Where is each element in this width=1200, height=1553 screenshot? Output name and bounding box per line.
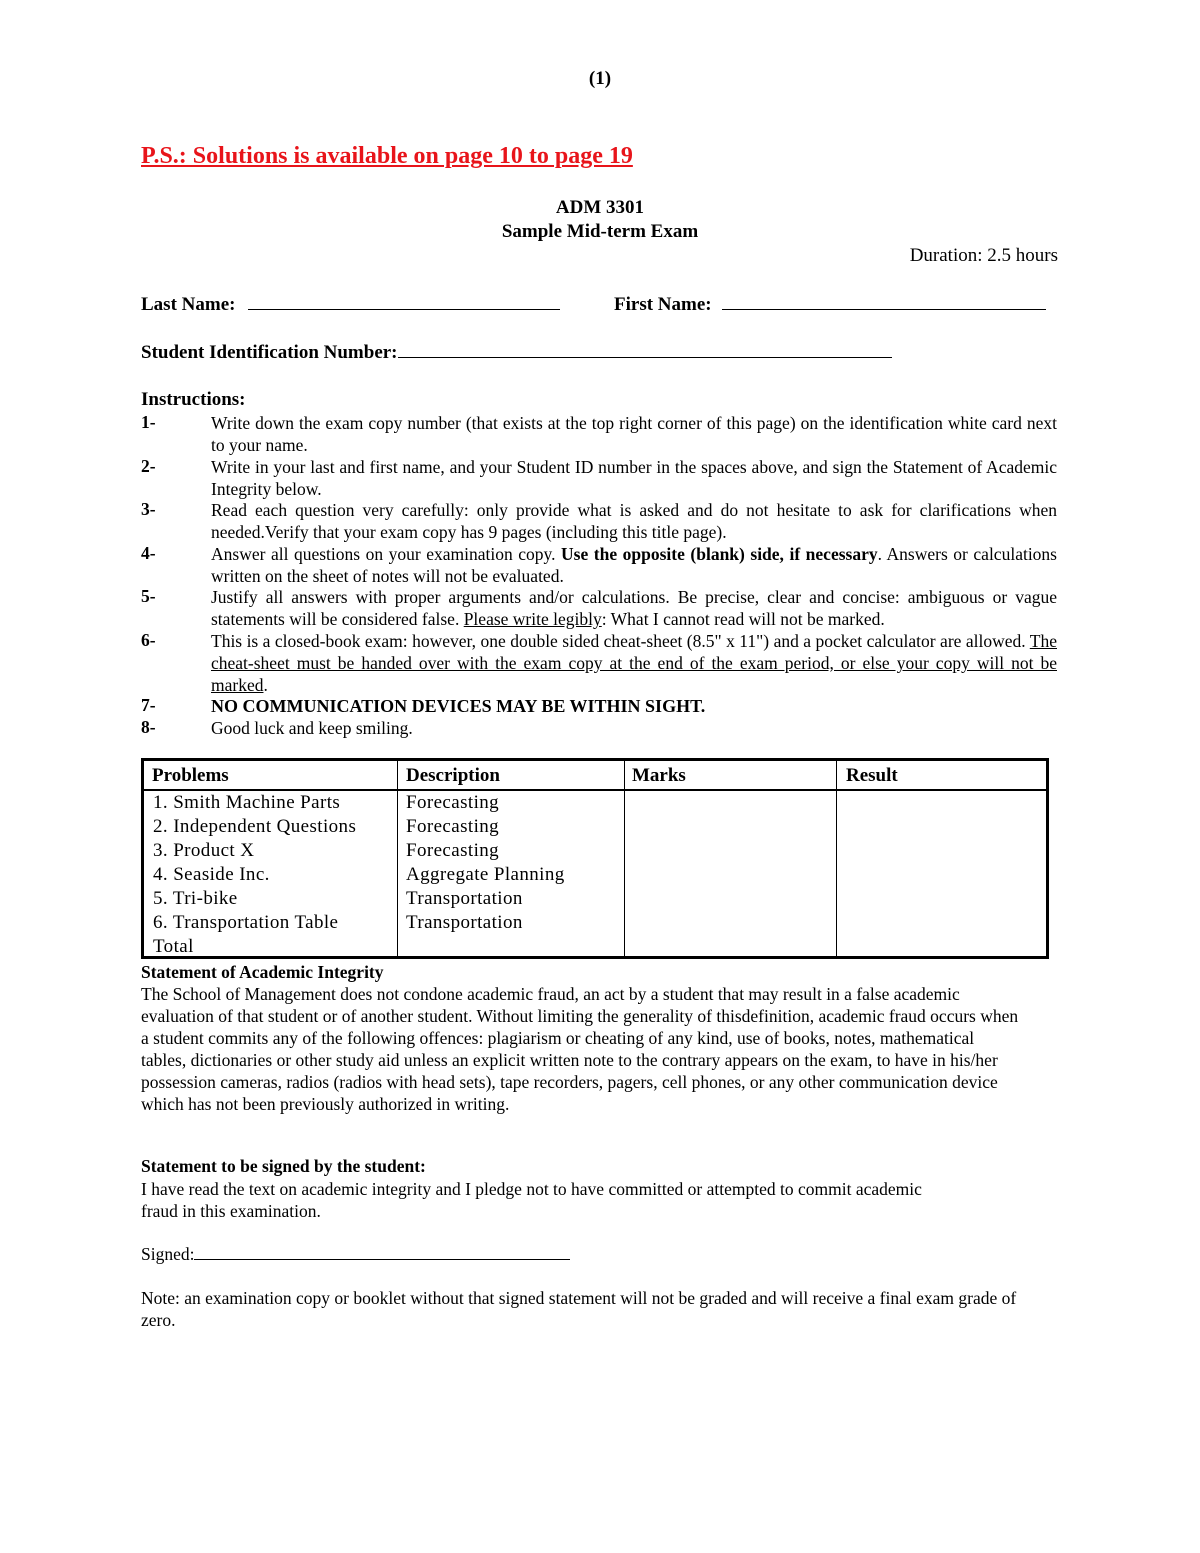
table-cell-description: Transportation [406,888,523,909]
table-header-divider [144,789,1046,791]
instruction-number: 4- [141,543,156,563]
table-header-problems: Problems [152,765,229,786]
signed-label: Signed: [141,1244,195,1264]
statement-heading: Statement to be signed by the student: [141,1156,426,1176]
student-id-blank[interactable] [398,341,892,358]
table-cell-description: Forecasting [406,792,500,813]
instruction-text: Write in your last and first name, and your Student ID number in the spaces above, and sign the Statement of Academic Integrity below. [211,457,1057,499]
instruction-number: 6- [141,630,156,650]
table-cell-problem: 5. Tri-bike [153,888,238,909]
last-name-row [141,293,560,316]
table-header-result: Result [846,765,898,786]
table-cell-problem: 3. Product X [153,840,255,861]
integrity-body: The School of Management does not condone academic fraud, an act by a student that may result in a false academic evaluation of that student or of another student. Without limiting the generality of thisdefinition, academic fraud occurs when a student commits any of the following offences: plagiarism or cheating of any kind, use of books, notes, mathematical tables, dictionaries or other study aid unless an explicit written note to the contrary appears on the exam, to have in his/her possession cameras, radios (radios with head sets), tape recorders, pagers, cell phones, or any other communication device which has not been previously authorized in writing. [141,984,1019,1114]
course-code: ADM 3301 [555,197,645,218]
exam-duration: Duration: 2.5 hours [909,245,1058,266]
statement-body: I have read the text on academic integrity and I pledge not to have committed or attempted to commit academic fraud in this examination. [141,1179,922,1221]
instruction-text-part: Answer all questions on your examination copy. [211,544,562,564]
first-name-blank[interactable] [722,293,1046,310]
table-cell-description: Transportation [406,912,523,933]
instruction-number: 3- [141,499,156,519]
instruction-text-part: Justify all answers with proper arguments and/or calculations. Be precise, clear and concise: ambiguous or vague statements will be considered false. [211,587,1057,629]
table-cell-problem: 2. Independent Questions [153,816,357,837]
instruction-text: Read each question very carefully: only provide what is asked and do not hesitate to ask for clarifications when needed.Verify that your exam copy has 9 pages (including this title page). [211,500,1057,542]
table-header-description: Description [406,765,500,786]
table-cell-problem: 1. Smith Machine Parts [153,792,341,813]
instruction-number: 7- [141,695,156,715]
instruction-text-underline: The cheat-sheet must be handed over with the exam copy at the end of the exam period, or else your copy will not be marked [211,631,1057,695]
student-id-label: Student Identification Number: [141,342,398,363]
last-name-blank[interactable] [248,293,560,310]
table-cell-problem: 4. Seaside Inc. [153,864,270,885]
table-cell-problem: 6. Transportation Table [153,912,339,933]
instruction-text [211,586,1057,630]
table-cell-description: Forecasting [406,816,500,837]
instruction-number: 8- [141,717,156,737]
table-cell-total: Total [153,936,194,957]
instruction-text-part: . Answers or calculations written on the sheet of notes will not be evaluated. [211,544,1057,586]
student-id-row [141,341,892,364]
instruction-number: 2- [141,456,156,476]
page-number: (1) [588,68,612,89]
instruction-text-underline: Please write legibly [463,609,602,629]
table-header-marks: Marks [632,765,686,786]
instructions-heading: Instructions: [141,389,246,410]
instruction-text [211,543,1057,587]
instruction-text-part: : What I cannot read will not be marked. [601,609,885,629]
instruction-text-bold: NO COMMUNICATION DEVICES MAY BE WITHIN SIGHT. [211,696,706,716]
instruction-text-part: . [263,675,268,695]
instruction-text: Good luck and keep smiling. [211,718,413,738]
last-name-label: Last Name: [141,294,236,315]
marks-table [141,758,1049,959]
instruction-text-part: This is a closed-book exam: however, one double sided cheat-sheet (8.5" x 11") and a pocket calculator are allowed. [211,631,1030,651]
instruction-text: Write down the exam copy number (that exists at the top right corner of this page) on the identification white card next to your name. [211,413,1057,455]
instruction-number: 1- [141,412,156,432]
exam-title: Sample Mid-term Exam [501,221,699,242]
signature-blank[interactable] [194,1243,570,1260]
first-name-row [614,293,1046,316]
solutions-note: P.S.: Solutions is available on page 10 to page 19 [141,143,633,169]
table-cell-description: Forecasting [406,840,500,861]
integrity-heading: Statement of Academic Integrity [141,962,384,982]
instruction-number: 5- [141,586,156,606]
instruction-text [211,630,1057,696]
grading-note: Note: an examination copy or booklet without that signed statement will not be graded and will receive a final exam grade of zero. [141,1288,1017,1330]
table-cell-description: Aggregate Planning [406,864,565,885]
first-name-label: First Name: [614,294,712,315]
instruction-text-bold: Use the opposite (blank) side, if necessary [561,544,878,564]
signature-row [141,1243,570,1265]
